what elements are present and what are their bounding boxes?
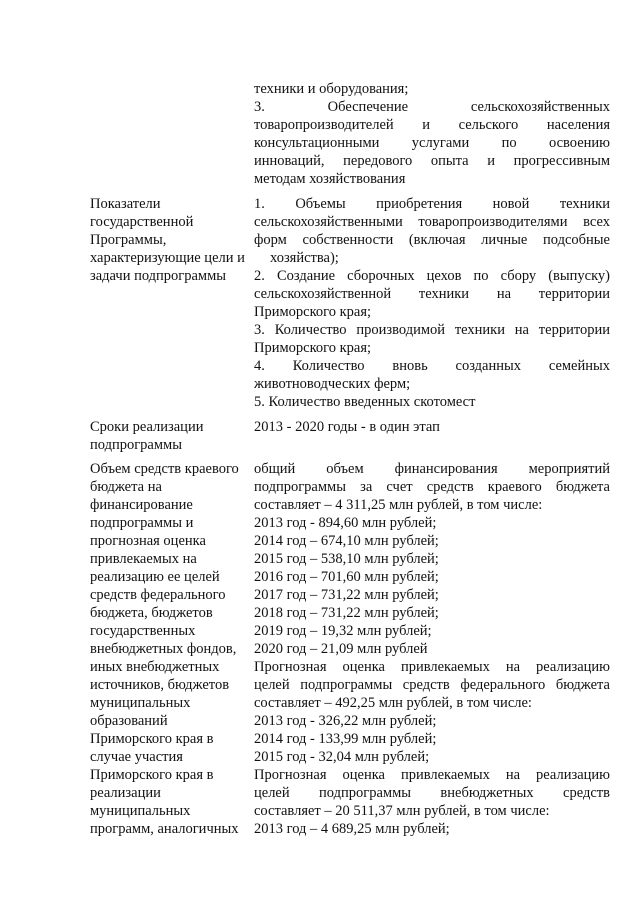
funding-label-line: привлекаемых на xyxy=(90,551,197,567)
funding-content-line: общий объем финансирования мероприятий xyxy=(254,461,610,477)
terms-label-line: Сроки реализации xyxy=(90,419,204,435)
indicators-content-line: Приморского края; xyxy=(254,304,372,320)
funding-content-line: целей подпрограммы внебюджетных средств xyxy=(254,785,610,801)
funding-content-line: 2017 год – 731,22 млн рублей; xyxy=(254,587,439,603)
funding-label-line: подпрограммы и xyxy=(90,515,194,531)
indicators-content-line: 3. Количество производимой техники на территории xyxy=(254,322,610,338)
terms-label-line: подпрограммы xyxy=(90,437,182,453)
funding-content-line: подпрограммы за счет средств краевого бюджета xyxy=(254,479,610,495)
indicators-label-line: Показатели xyxy=(90,196,161,212)
funding-content-line: Прогнозная оценка привлекаемых на реализацию xyxy=(254,659,610,675)
funding-content-line: 2019 год – 19,32 млн рублей; xyxy=(254,623,432,639)
funding-content-line: 2015 год - 32,04 млн рублей; xyxy=(254,749,430,765)
funding-label-line: финансирование xyxy=(90,497,193,513)
funding-content-line: 2016 год – 701,60 млн рублей; xyxy=(254,569,439,585)
indicators-label-line: государственной xyxy=(90,214,194,230)
top-line: товаропроизводителей и сельского населения xyxy=(254,117,610,133)
indicators-content-line: форм собственности (включая личные подсобные xyxy=(254,232,610,248)
top-line: 3. Обеспечение сельскохозяйственных xyxy=(254,99,610,115)
indicators-label-line: Программы, xyxy=(90,232,167,248)
terms-content-line: 2013 - 2020 годы - в один этап xyxy=(254,419,440,435)
indicators-content-line: сельскохозяйственными товаропроизводителями всех xyxy=(254,214,610,230)
funding-label-line: реализации xyxy=(90,785,161,801)
funding-content-line: составляет – 4 311,25 млн рублей, в том числе: xyxy=(254,497,543,513)
indicators-content-line: хозяйства); xyxy=(270,250,339,266)
funding-content-line: 2013 год - 894,60 млн рублей; xyxy=(254,515,437,531)
indicators-content-line: Приморского края; xyxy=(254,340,372,356)
funding-label-line: случае участия xyxy=(90,749,183,765)
top-line: техники и оборудования; xyxy=(254,81,409,97)
funding-label-line: бюджета, бюджетов xyxy=(90,605,213,621)
funding-content-line: Прогнозная оценка привлекаемых на реализацию xyxy=(254,767,610,783)
funding-content-line: 2014 год - 133,99 млн рублей; xyxy=(254,731,437,747)
funding-label-line: внебюджетных фондов, xyxy=(90,641,237,657)
funding-label-line: муниципальных xyxy=(90,803,191,819)
indicators-content-line: 4. Количество вновь созданных семейных xyxy=(254,358,610,374)
funding-content-line: целей подпрограммы средств федерального бюджета xyxy=(254,677,610,693)
funding-label-line: программ, аналогичных xyxy=(90,821,239,837)
funding-label-line: источников, бюджетов xyxy=(90,677,230,693)
indicators-content-line: 5. Количество введенных скотомест xyxy=(254,394,476,410)
funding-label-line: Приморского края в xyxy=(90,767,214,783)
indicators-label-line: характеризующие цели и xyxy=(90,250,245,266)
funding-content-line: 2014 год – 674,10 млн рублей; xyxy=(254,533,439,549)
funding-content-line: 2015 год – 538,10 млн рублей; xyxy=(254,551,439,567)
funding-content-line: 2018 год – 731,22 млн рублей; xyxy=(254,605,439,621)
funding-label-line: Приморского края в xyxy=(90,731,214,747)
funding-label-line: иных внебюджетных xyxy=(90,659,220,675)
indicators-content-line: животноводческих ферм; xyxy=(254,376,411,392)
indicators-label-line: задачи подпрограммы xyxy=(90,268,227,284)
top-line: консультационными услугами по освоению xyxy=(254,135,610,151)
funding-content-line: 2013 год – 4 689,25 млн рублей; xyxy=(254,821,450,837)
funding-label-line: бюджета на xyxy=(90,479,162,495)
funding-content-line: 2013 год - 326,22 млн рублей; xyxy=(254,713,437,729)
funding-label-line: государственных xyxy=(90,623,196,639)
funding-content-line: составляет – 20 511,37 млн рублей, в том числе: xyxy=(254,803,550,819)
funding-label-line: муниципальных xyxy=(90,695,191,711)
funding-label-line: образований xyxy=(90,713,168,729)
indicators-content-line: 1. Объемы приобретения новой техники xyxy=(254,196,610,212)
top-line: инноваций, передового опыта и прогрессивным xyxy=(254,153,610,169)
top-line: методам хозяйствования xyxy=(254,171,406,187)
funding-label-line: средств федерального xyxy=(90,587,226,603)
funding-label-line: реализацию ее целей xyxy=(90,569,220,585)
funding-label-line: Объем средств краевого xyxy=(90,461,239,477)
indicators-content-line: сельскохозяйственной техники на территории xyxy=(254,286,610,302)
funding-content-line: 2020 год – 21,09 млн рублей xyxy=(254,641,428,657)
funding-label-line: прогнозная оценка xyxy=(90,533,206,549)
funding-content-line: составляет – 492,25 млн рублей, в том числе: xyxy=(254,695,532,711)
indicators-content-line: 2. Создание сборочных цехов по сбору (выпуску) xyxy=(254,268,610,284)
